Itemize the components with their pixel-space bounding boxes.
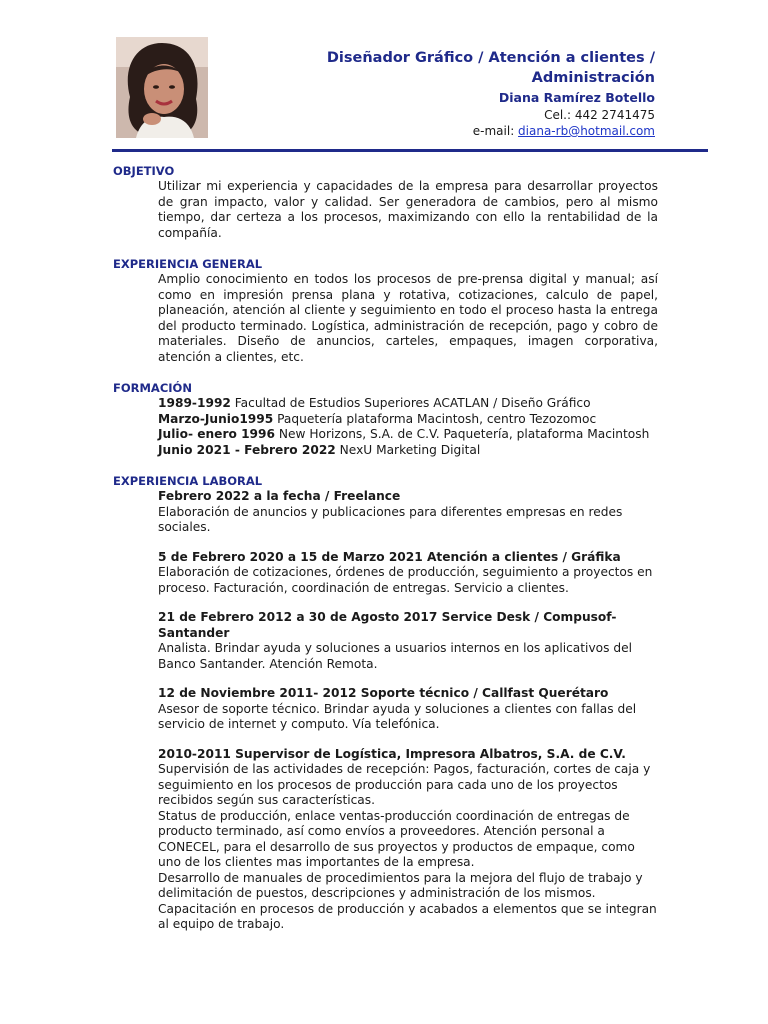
formacion-desc: Paquetería plataforma Macintosh, centro Tezozomoc [273,411,597,426]
phone: Cel.: 442 2741475 [544,108,655,122]
spacer [158,596,658,610]
spacer [158,672,658,686]
header-divider [112,149,708,152]
job-description: Status de producción, enlace ventas-producción coordinación de entregas de producto terminado, así como envíos a proveedores. Atención personal a CONECEL, para el desarrollo de sus proyectos y productos de empaque, como uno de los clientes mas importantes de la empresa. [158,808,635,869]
email-line [230,123,655,139]
spacer [158,733,658,747]
job-heading: 12 de Noviembre 2011- 2012 Soporte técnico / Callfast Querétaro [158,686,609,700]
email-label: e-mail: [472,124,519,138]
job-description: Capacitación en procesos de producción y acabados a elementos que se integran al equipo de trabajo. [158,901,657,931]
formacion-desc: New Horizons, S.A. de C.V. Paquetería, plataforma Macintosh [275,427,650,441]
resume-body [113,163,658,933]
section-heading-experiencia-general: EXPERIENCIA GENERAL [113,257,263,271]
formacion-date: 1989-1992 [158,396,231,410]
objetivo-text: Utilizar mi experiencia y capacidades de la empresa para desarrollar proyectos de gran impacto, valor y calidad. Ser generadora de cambios, pero al mismo tiempo, dar certeza a los procesos, maximizando con ello la rentabilidad de la compañía. [158,179,658,240]
formacion-list [158,396,658,458]
formacion-date: Julio- enero 1996 [158,427,275,441]
profile-photo [116,37,208,138]
portrait-illustration [116,37,208,138]
email-link[interactable]: diana-rb@hotmail.com [518,124,655,138]
job-description: Desarrollo de manuales de procedimientos para la mejora del flujo de trabajo y delimitación de puestos, descripciones y administración de los mismos. [158,870,643,900]
job-heading: 21 de Febrero 2012 a 30 de Agosto 2017 Service Desk / Compusof-Santander [158,610,617,640]
formacion-date: Marzo-Junio1995 [158,411,274,426]
formacion-item [158,427,658,443]
header [230,48,655,139]
job-description: Asesor de soporte técnico. Brindar ayuda y soluciones a clientes con fallas del servicio de internet y computo. Vía telefónica. [158,701,637,731]
jobs-list [158,489,658,933]
formacion-item [158,443,658,459]
spacer [113,365,658,380]
job-description: Elaboración de anuncios y publicaciones para diferentes empresas en redes sociales. [158,504,623,534]
section-heading-experiencia-laboral: EXPERIENCIA LABORAL [113,474,263,488]
spacer [113,241,658,256]
section-heading-objetivo: OBJETIVO [113,164,175,178]
candidate-name: Diana Ramírez Botello [498,90,655,105]
spacer [158,536,658,550]
formacion-item [158,396,658,412]
formacion-date: Junio 2021 - Febrero 2022 [158,442,336,457]
formacion-item [158,412,658,428]
formacion-desc: NexU Marketing Digital [335,442,481,457]
formacion-desc: Facultad de Estudios Superiores ACATLAN / Diseño Gráfico [230,396,591,410]
spacer [113,458,658,473]
job-heading: Febrero 2022 a la fecha / Freelance [158,489,401,503]
job-heading: 2010-2011 Supervisor de Logística, Impresora Albatros, S.A. de C.V. [158,746,626,761]
job-description: Analista. Brindar ayuda y soluciones a usuarios internos en los aplicativos del Banco Santander. Atención Remota. [158,641,632,671]
job-heading: 5 de Febrero 2020 a 15 de Marzo 2021 Atención a clientes / Gráfika [158,549,621,564]
section-heading-formacion: FORMACIÓN [113,381,192,395]
job-description: Supervisión de las actividades de recepción: Pagos, facturación, cortes de caja y seguimiento en los procesos de producción para cada uno de los proyectos recibidos según sus características. [158,762,651,807]
job-description: Elaboración de cotizaciones, órdenes de producción, seguimiento a proyectos en proceso. Facturación, coordinación de entregas. Servicio a clientes. [158,565,653,595]
experiencia-general-text: Amplio conocimiento en todos los procesos de pre-prensa digital y manual; así como en impresión prensa plana y rotativa, cotizaciones, calculo de papel, planeación, atención al cliente y seguimiento en todo el proceso hasta la entrega del producto terminado. Logística, administración de recepción, pago y cobro de materiales. Diseño de anuncios, carteles, empaques, imagen corporativa, atención a clientes, etc. [158,272,658,364]
job-title: Diseñador Gráfico / Atención a clientes / Administración [326,50,655,86]
